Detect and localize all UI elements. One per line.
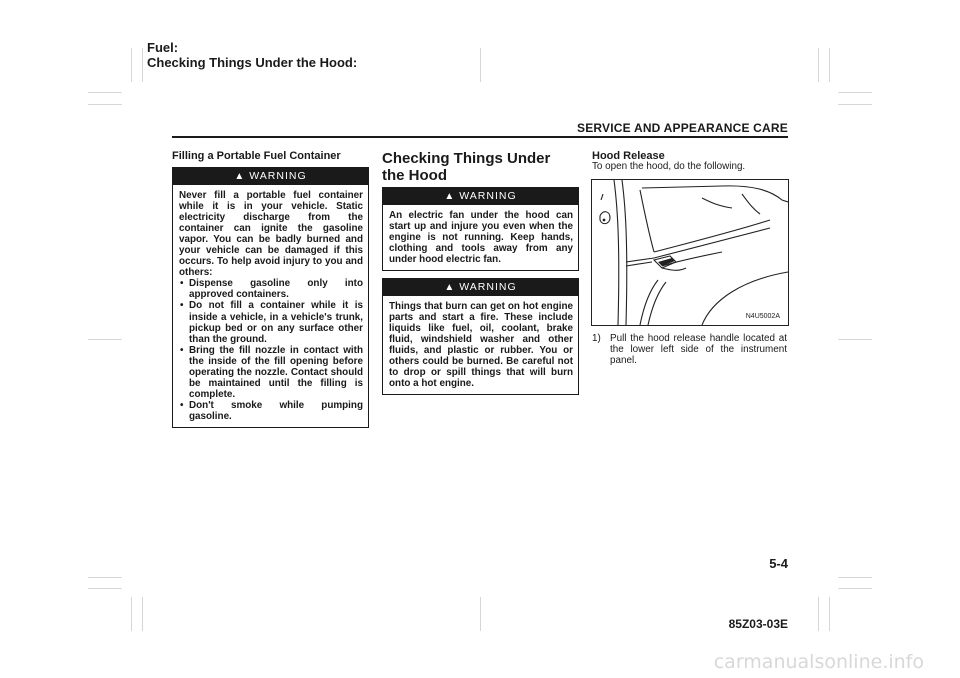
warning-box-hot-engine [382,278,579,395]
warning-header [383,279,578,296]
warning-header [383,188,578,205]
hood-release-illustration [591,179,789,326]
warning-bullet: • Bring the fill nozzle in contact with the inside of the fill opening before operating the nozzle. Contact should be maintained until the filling is complete. [179,345,363,400]
warning-box-portable-fuel [172,167,369,428]
warning-label: WARNING [459,281,517,293]
crop-mark [829,597,830,631]
crop-mark [480,48,481,82]
hood-release-drawing [592,180,788,325]
running-header-line2: Checking Things Under the Hood: [147,55,358,70]
subheading-hood-release: Hood Release [592,150,665,162]
warning-triangle-icon: ▲ [234,171,246,182]
crop-mark [88,577,122,578]
figure-label: N4U5002A [745,313,780,320]
warning-body: An electric fan under the hood can start up and injure you even when the engine is not running. Keep hands, clothing and tools away from any under hood electric fan. [389,210,573,266]
warning-bullet: • Do not fill a container while it is inside a vehicle, in a vehicle's trunk, pickup bed or on any surface other than the ground. [179,300,363,344]
warning-triangle-icon: ▲ [444,191,456,202]
crop-mark [818,48,819,82]
warning-box-electric-fan [382,187,579,271]
crop-mark [88,104,122,105]
crop-mark [88,588,122,589]
warning-body [173,185,368,427]
warning-bullet: • Don't smoke while pumping gasoline. [179,400,363,422]
running-header-left [147,40,357,70]
warning-triangle-icon: ▲ [444,282,456,293]
crop-mark [480,597,481,631]
crop-mark [142,597,143,631]
warning-bullet-list [179,278,363,422]
crop-mark [838,92,872,93]
subheading-portable-fuel: Filling a Portable Fuel Container [172,150,341,162]
warning-body: Things that burn can get on hot engine parts and start a fire. These include liquids like fuel, oil, coolant, brake fluid, windshield washer and other fluids, and plastic or rubber. You or others could be burned. Be careful not to drop or spill things that will burn onto a hot engine. [389,301,573,390]
header-rule [172,136,788,138]
warning-label: WARNING [249,170,307,182]
warning-intro: Never fill a portable fuel container while it is in your vehicle. Static electricity discharge from the container can ignite the gasoline vapor. You can be badly burned and your vehicle can be damaged if this occurs. To help avoid injury to you and others: [179,190,363,279]
hood-release-intro: To open the hood, do the following. [592,161,746,172]
document-code: 85Z03-03E [728,617,788,631]
crop-mark [829,48,830,82]
crop-mark [142,48,143,82]
hood-release-steps [592,333,787,367]
crop-mark [838,588,872,589]
crop-mark [131,597,132,631]
running-header-line1: Fuel: [147,40,179,55]
step-number: 1) [592,333,601,344]
crop-mark [838,104,872,105]
page-number: 5-4 [769,556,788,571]
crop-mark [818,597,819,631]
warning-header [173,168,368,185]
step-item [592,333,787,367]
section-title: SERVICE AND APPEARANCE CARE [577,121,788,135]
crop-mark [838,577,872,578]
crop-mark [838,339,872,340]
section-heading-under-hood: Checking Things Under the Hood [382,150,551,184]
warning-label: WARNING [459,190,517,202]
crop-mark [88,92,122,93]
watermark [0,651,960,673]
crop-mark [131,48,132,82]
warning-bullet: • Dispense gasoline only into approved containers. [179,278,363,300]
crop-mark [88,339,122,340]
watermark-text: carmanualsonline.info [713,651,924,673]
step-text: Pull the hood release handle located at the lower left side of the instrument panel. [610,333,787,367]
